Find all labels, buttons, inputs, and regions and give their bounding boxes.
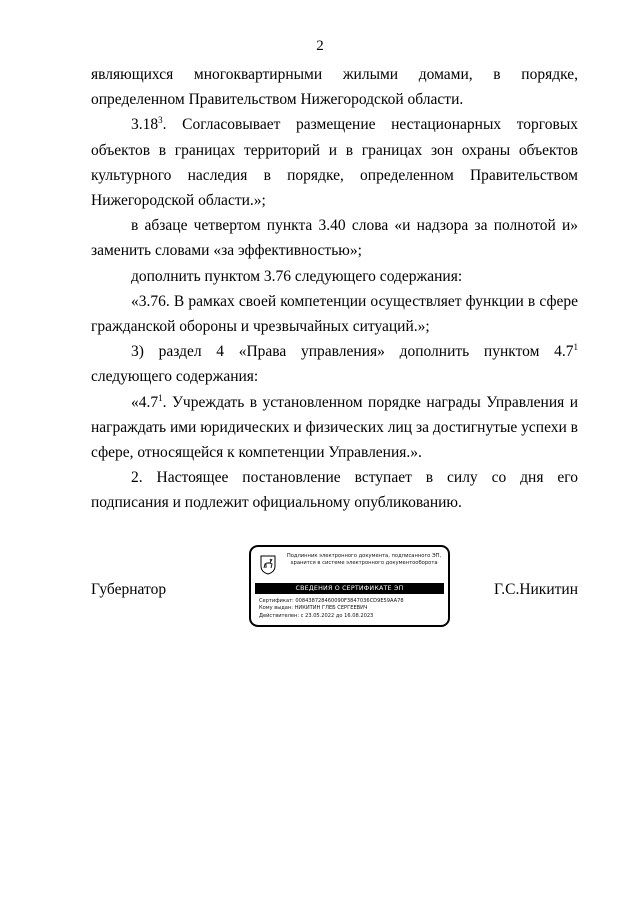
electronic-signature-stamp xyxy=(249,545,450,627)
issued-to-line: Кому выдан: НИКИТИН ГЛЕБ СЕРГЕЕВИЧ xyxy=(259,605,368,612)
paragraph: 3.18$^3$. Согласовывает размещение нестационарных торговых объектов в границах территорий и в границах зон охраны объектов культурного наследия в порядке, определенном Правительством Нижегородской области.»; xyxy=(91,115,578,210)
signer-title: Губернатор xyxy=(91,581,167,598)
paragraph: являющихся многоквартирными жилыми домами, в порядке, определенном Правительством Нижегородской области. xyxy=(91,66,578,109)
certificate-line: Сертификат: 008438728460090F3847036CD9E59AA78 xyxy=(259,598,404,604)
stamp-header: Подлинник электронного документа, подписанного ЭП, хранится в системе электронного документооборота xyxy=(286,553,442,566)
stamp-details xyxy=(259,598,445,620)
signature-block xyxy=(91,545,578,631)
paragraph: в абзаце четвертом пункта 3.40 слова «и надзора за полнотой и» заменить словами «за эффективностью»; xyxy=(91,217,578,260)
validity-line: Действителен: с 23.05.2022 до 16.08.2023 xyxy=(259,612,374,619)
paragraph: «3.76. В рамках своей компетенции осуществляет функции в сфере гражданской обороны и чрезвычайных ситуаций.»; xyxy=(91,292,578,336)
stamp-title-bar: СВЕДЕНИЯ О СЕРТИФИКАТЕ ЭП xyxy=(255,583,444,594)
signer-name: Г.С.Никитин xyxy=(494,581,578,598)
paragraph: дополнить пунктом 3.76 следующего содержания: xyxy=(131,267,463,285)
nizhny-novgorod-deer-emblem-icon xyxy=(260,555,276,575)
paragraph: «$4.7^1$. Учреждать в установленном порядке награды Управления и награждать ими юридических и физических лиц за достигнутые успехи в сфере, относящейся к компетенции Управления.». xyxy=(91,392,578,462)
page-number: 2 xyxy=(316,38,324,54)
document-body xyxy=(91,62,578,516)
paragraph: 2. Настоящее постановление вступает в силу со дня его подписания и подлежит официальному опубликованию. xyxy=(91,469,578,512)
paragraph: 3) раздел 4 «Права управления» дополнить пунктом $4.7^1$ следующего содержания: xyxy=(91,342,578,386)
